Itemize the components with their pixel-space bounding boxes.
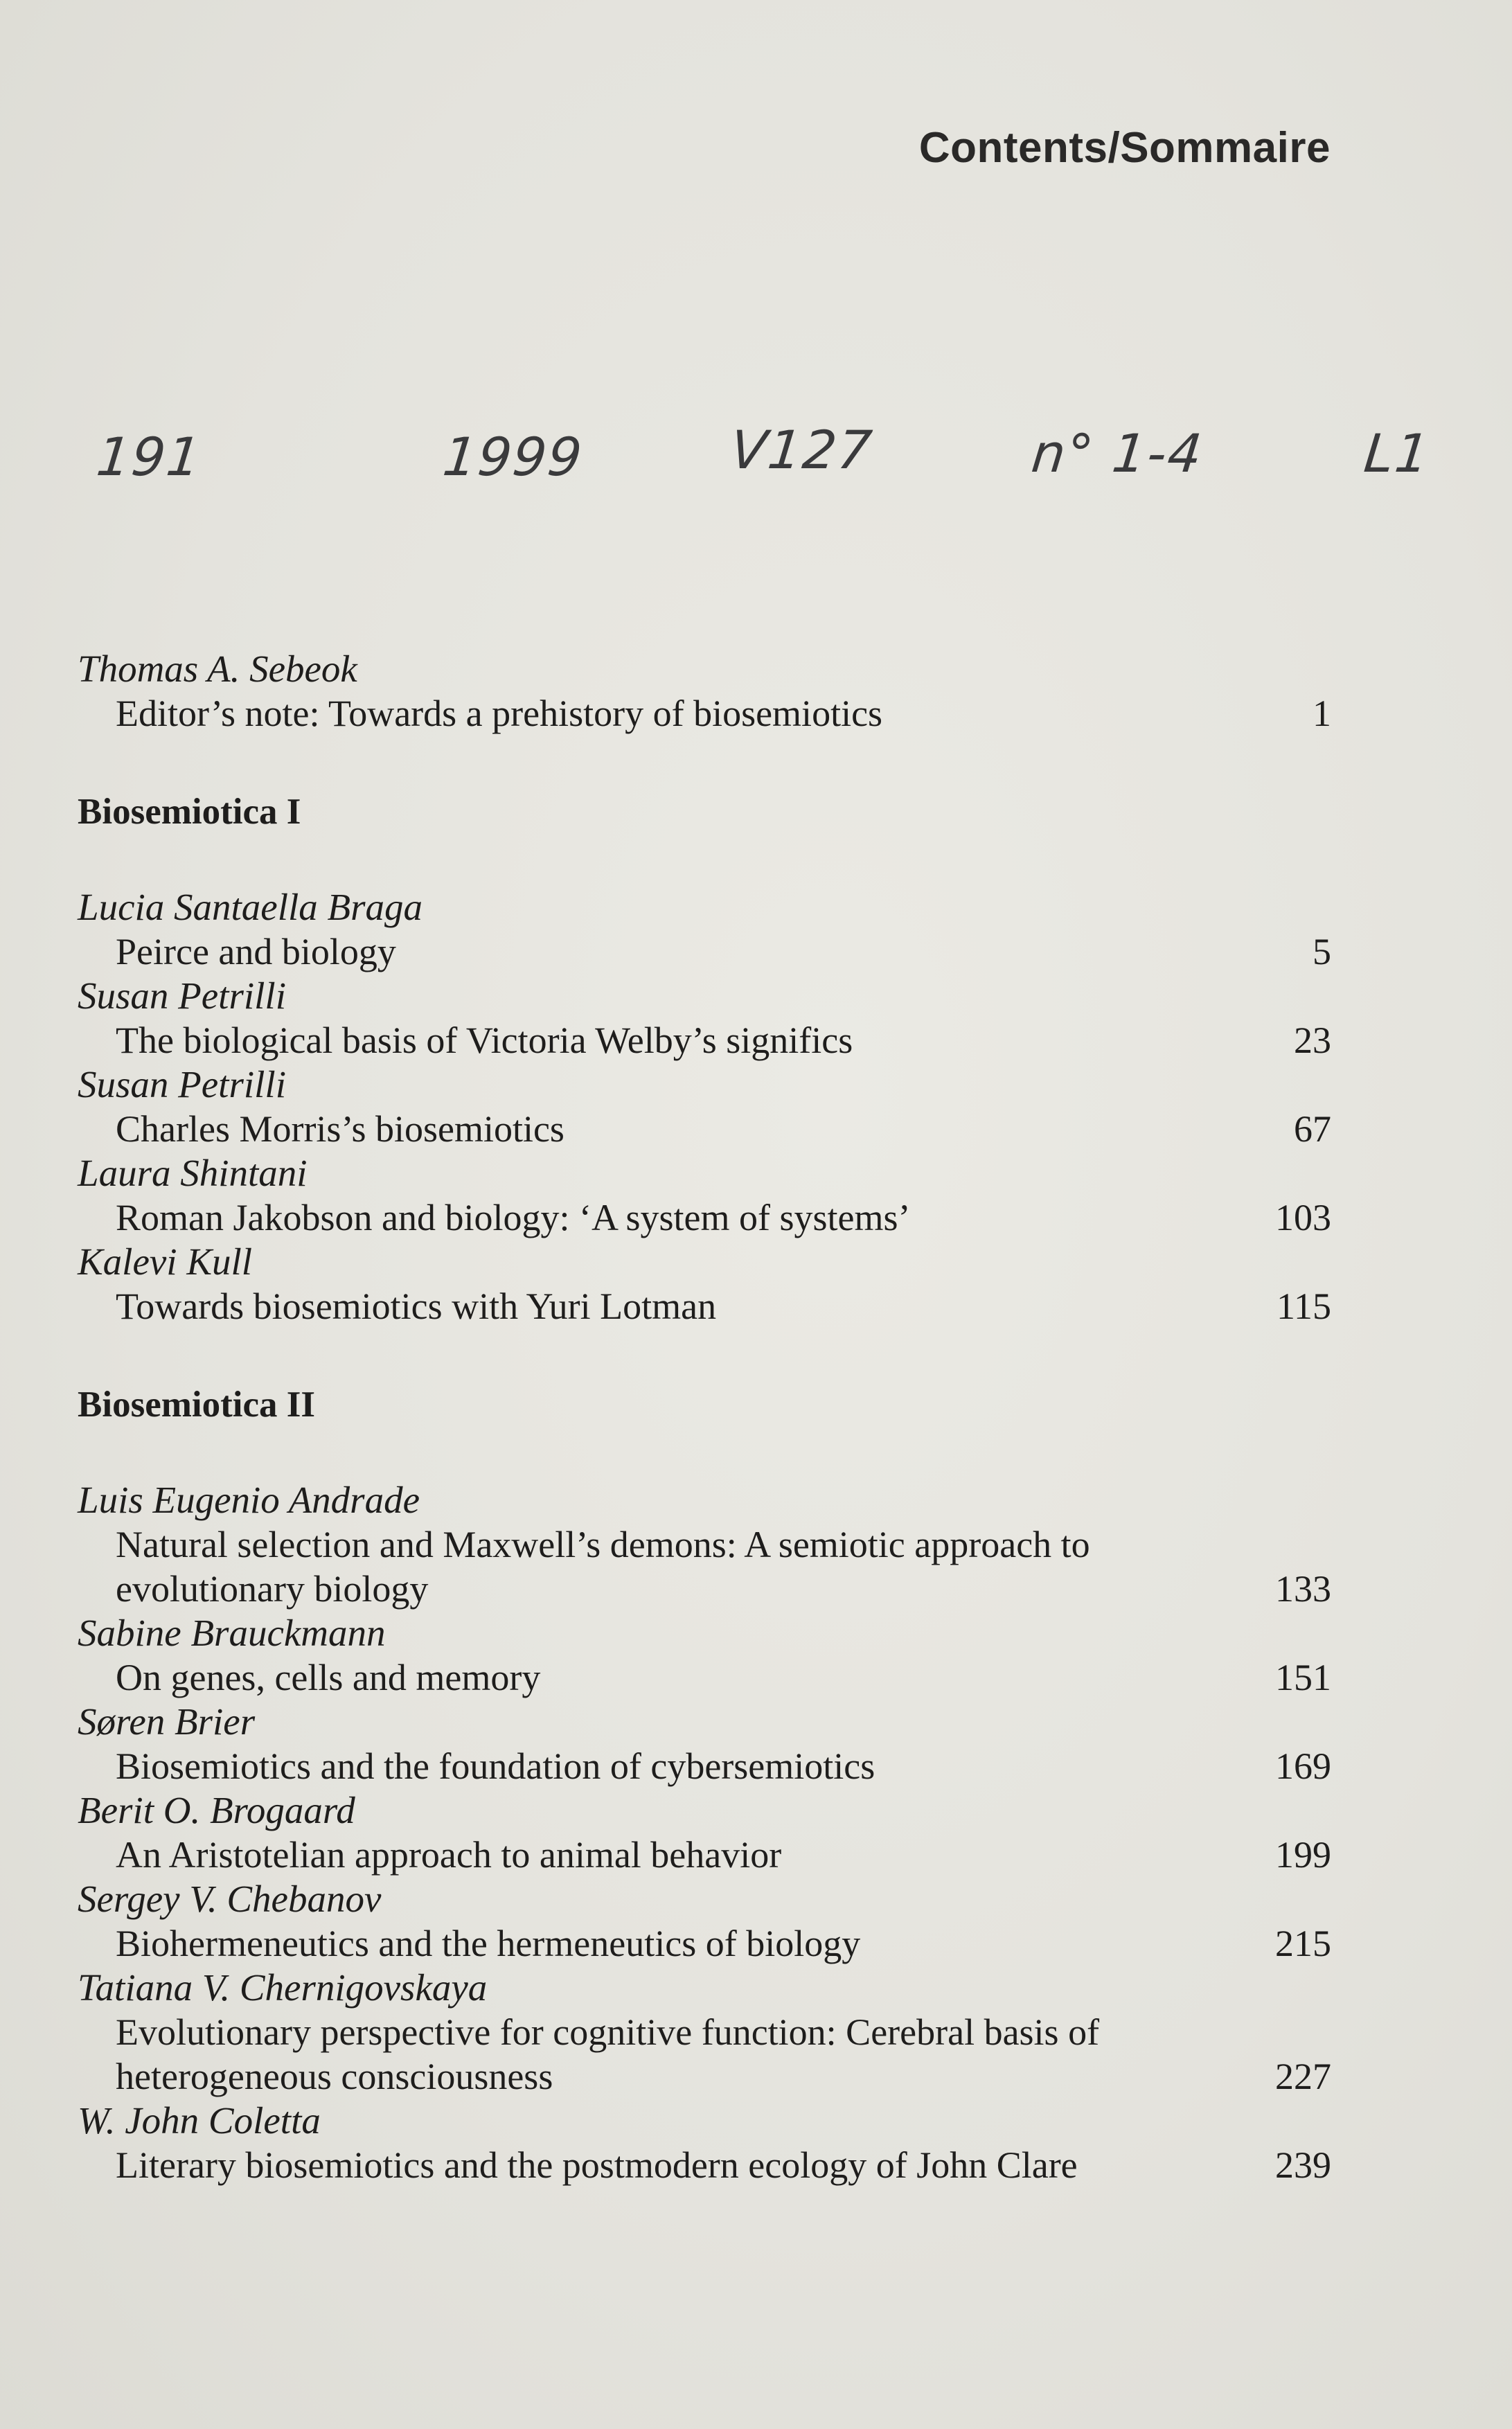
- entry-title: Biosemiotics and the foundation of cybersemiotics: [116, 1745, 875, 1787]
- entry-title: On genes, cells and memory: [116, 1657, 541, 1698]
- toc-entry: [78, 885, 1331, 974]
- entry-author: Sergey V. Chebanov: [78, 1878, 382, 1920]
- entry-page-number: 23: [1294, 1020, 1331, 1061]
- entry-title: Peirce and biology: [116, 931, 396, 972]
- toc-entry: [78, 647, 1331, 736]
- section-heading: Biosemiotica I: [78, 792, 301, 832]
- entry-author: W. John Coletta: [78, 2099, 321, 2142]
- entry-title: Literary biosemiotics and the postmodern ecology of John Clare: [116, 2144, 1078, 2186]
- handwritten-annotations: [0, 419, 1512, 502]
- table-of-contents: [78, 647, 1331, 2187]
- entry-author: Susan Petrilli: [78, 975, 286, 1017]
- toc-entry: [78, 1062, 1331, 1151]
- toc-entry: [78, 2099, 1331, 2187]
- toc-entry: [78, 1877, 1331, 1966]
- entry-page-number: 5: [1313, 931, 1331, 972]
- handwritten-note: n° 1-4: [1029, 422, 1207, 484]
- entry-page-number: 151: [1275, 1657, 1331, 1698]
- toc-entry: [78, 1966, 1331, 2099]
- entry-page-number: 67: [1294, 1108, 1331, 1150]
- entry-page-number: 133: [1275, 1568, 1331, 1610]
- entry-page-number: 227: [1275, 2056, 1331, 2097]
- entry-title: Editor’s note: Towards a prehistory of biosemiotics: [116, 693, 883, 734]
- entry-page-number: 115: [1277, 1285, 1331, 1327]
- entry-author: Luis Eugenio Andrade: [78, 1479, 420, 1521]
- entry-title: Biohermeneutics and the hermeneutics of biology: [116, 1923, 861, 1964]
- entry-title: Towards biosemiotics with Yuri Lotman: [116, 1285, 717, 1327]
- entry-page-number: 199: [1275, 1834, 1331, 1876]
- entry-page-number: 103: [1275, 1197, 1331, 1238]
- entry-page-number: 1: [1313, 693, 1331, 734]
- handwritten-note: V127: [727, 419, 876, 481]
- entry-author: Susan Petrilli: [78, 1063, 286, 1105]
- entry-title: Roman Jakobson and biology: ‘A system of systems’: [116, 1197, 911, 1238]
- entry-title: Charles Morris’s biosemiotics: [116, 1108, 564, 1150]
- handwritten-note: 1999: [440, 426, 587, 488]
- entry-author: Berit O. Brogaard: [78, 1789, 355, 1831]
- entry-author: Lucia Santaella Braga: [78, 886, 423, 928]
- page-title: Contents/Sommaire: [918, 124, 1331, 172]
- entry-title: Natural selection and Maxwell’s demons: A semiotic approach to evolutionary biology: [116, 1524, 1090, 1610]
- toc-entry: [78, 1478, 1331, 1611]
- entry-author: Søren Brier: [78, 1700, 256, 1743]
- toc-entry: [78, 1788, 1331, 1877]
- toc-entry: [78, 1151, 1331, 1240]
- entry-title: Evolutionary perspective for cognitive function: Cerebral basis of heterogeneous consciousness: [116, 2011, 1100, 2097]
- entry-author: Sabine Brauckmann: [78, 1612, 386, 1654]
- entry-title: An Aristotelian approach to animal behavior: [116, 1834, 782, 1876]
- toc-entry: [78, 1700, 1331, 1788]
- entry-page-number: 239: [1275, 2144, 1331, 2186]
- entry-author: Thomas A. Sebeok: [78, 648, 357, 690]
- toc-entry: [78, 974, 1331, 1062]
- entry-author: Tatiana V. Chernigovskaya: [78, 1966, 488, 2009]
- entry-page-number: 215: [1275, 1923, 1331, 1964]
- toc-entry: [78, 1611, 1331, 1700]
- section-heading: Biosemiotica II: [78, 1385, 315, 1425]
- entry-title: The biological basis of Victoria Welby’s significs: [116, 1020, 853, 1061]
- entry-author: Laura Shintani: [78, 1152, 308, 1194]
- toc-entry: [78, 1240, 1331, 1328]
- entry-author: Kalevi Kull: [78, 1240, 253, 1283]
- entry-page-number: 169: [1275, 1745, 1331, 1787]
- handwritten-note: L1: [1361, 422, 1434, 484]
- handwritten-note: 191: [94, 426, 205, 488]
